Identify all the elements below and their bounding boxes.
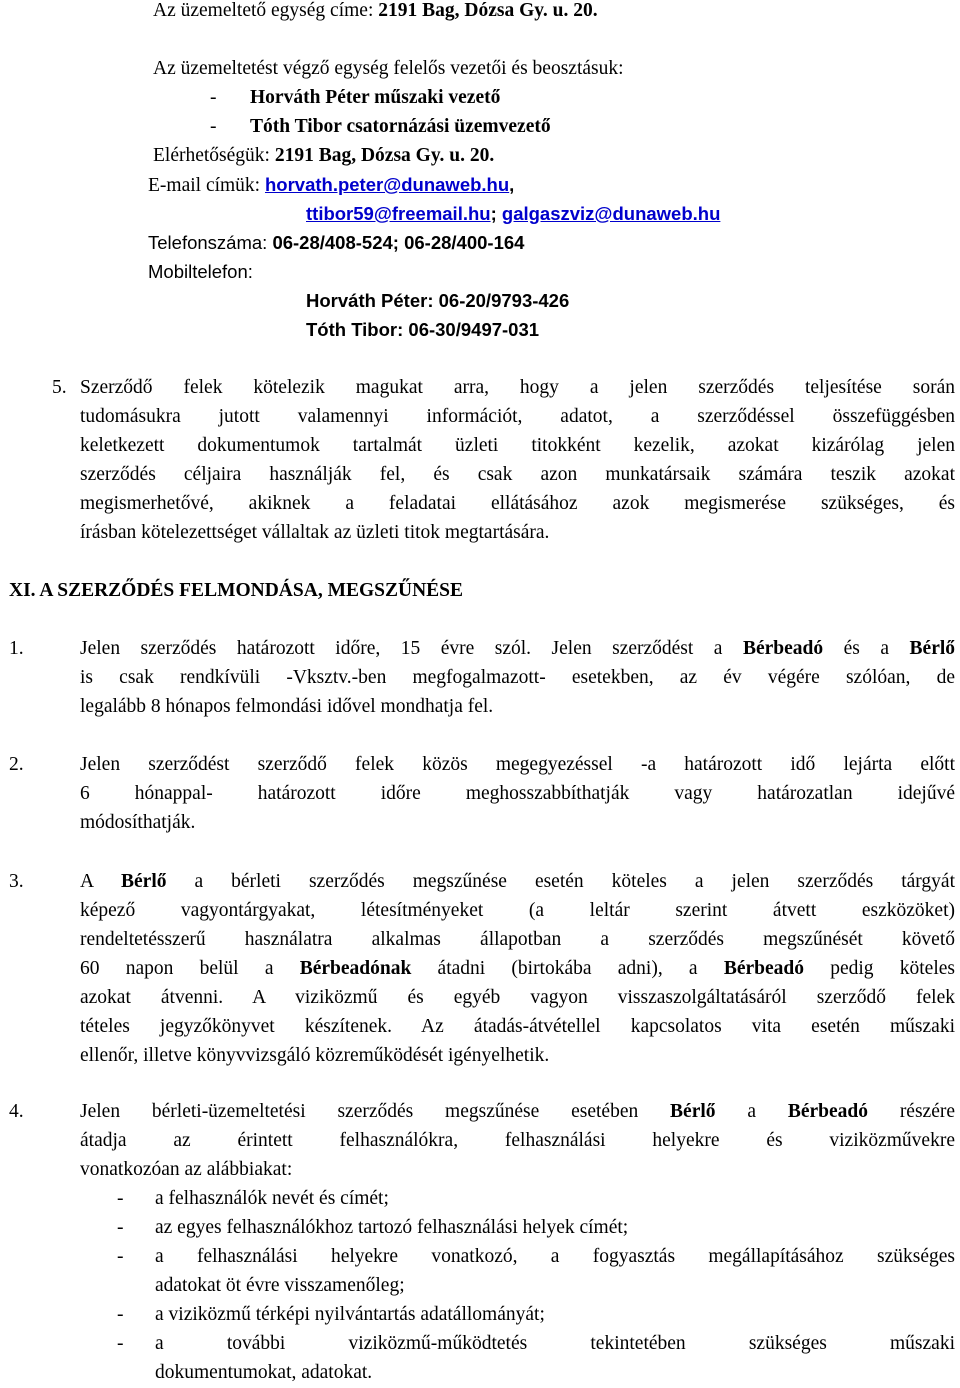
reach-label: Elérhetőségük: — [153, 145, 270, 166]
paragraph-line: módosíthatják. — [80, 812, 196, 833]
termination-paragraph-2 — [80, 750, 955, 837]
email-separator: ; — [490, 203, 502, 224]
paragraph-line: Jelen szerződés határozott időre, 15 évre szól. Jelen szerződést a Bérbeadó és a Bérlő — [80, 638, 956, 659]
item-number: 2. — [9, 754, 24, 775]
item-number: 3. — [9, 871, 24, 892]
list-item: - — [117, 1246, 124, 1267]
email-label: E-mail címük: — [148, 175, 261, 196]
term-berbeadonak: Bérbeadónak — [299, 958, 412, 979]
paragraph-line: vonatkozóan az alábbiakat: — [80, 1159, 293, 1180]
list-item-text: a további viziközmű-működtetés tekintetében szükséges műszaki dokumentumokat, adatokat. — [155, 1333, 955, 1383]
mobile-entry: Tóth Tibor: 06-30/9497-031 — [306, 319, 540, 340]
confidentiality-paragraph — [80, 373, 955, 402]
list-item: - — [117, 1333, 124, 1354]
termination-paragraph-1 — [80, 634, 955, 721]
term-berbeado: Bérbeadó — [787, 1101, 868, 1122]
email-line — [148, 170, 514, 200]
operator-address-label: Az üzemeltető egység címe: — [153, 0, 374, 21]
email-link-galgaszviz[interactable]: galgaszviz@dunaweb.hu — [501, 203, 721, 224]
phone-line — [148, 228, 524, 257]
manager-name: Tóth Tibor csatornázási üzemvezető — [250, 116, 551, 137]
paragraph-line: Jelen szerződést szerződő felek közös megegyezéssel -a határozott idő lejárta előtt — [80, 754, 955, 775]
list-item: - — [117, 1217, 124, 1238]
mobile-entry: Horváth Péter: 06-20/9793-426 — [306, 290, 570, 311]
list-item-text: az egyes felhasználókhoz tartozó felhasználási helyek címét; — [155, 1217, 629, 1238]
list-item: - — [117, 1304, 124, 1325]
term-berlo: Bérlő — [670, 1101, 716, 1122]
paragraph-line: Jelen bérleti-üzemeltetési szerződés megszűnése esetében Bérlő a Bérbeadó részére — [80, 1101, 956, 1122]
item-number: 1. — [9, 638, 24, 659]
paragraph-line: ellenőr, illetve könyvvizsgáló közreműködését igényelhetik. — [80, 1045, 550, 1066]
term-berlo: Bérlő — [121, 871, 167, 892]
item-number: 4. — [9, 1101, 24, 1122]
section-title: XI. A SZERZŐDÉS FELMONDÁSA, MEGSZŰNÉSE — [9, 580, 464, 601]
term-berlo: Bérlő — [909, 638, 956, 659]
paragraph-line: rendeltetésszerű használatra alkalmas állapotban a szerződés megszűnését követő — [80, 929, 955, 950]
email-link-ttibor[interactable]: ttibor59@freemail.hu — [306, 203, 491, 224]
paragraph-line: megismerhetővé, akiknek a feladatai ellátásához azok megismerése szükséges, és — [80, 493, 955, 514]
phone-label: Telefonszáma: — [148, 232, 268, 253]
list-item: - — [117, 1188, 124, 1209]
paragraph-line: is csak rendkívüli -Vksztv.-ben megfogalmazott- esetekben, az év végére szólóan, de — [80, 667, 955, 688]
list-item-text: a viziközmű térképi nyilvántartás adatállományát; — [155, 1304, 545, 1325]
list-item-text: a felhasználási helyekre vonatkozó, a fogyasztás megállapításához szükséges adatokat öt évre visszamenőleg; — [155, 1246, 955, 1296]
termination-paragraph-3 — [80, 867, 955, 1070]
reach-line — [153, 141, 494, 170]
paragraph-line: átadja az érintett felhasználókra, felhasználási helyekre és viziközművekre — [80, 1130, 955, 1151]
operator-address-value: 2191 Bag, Dózsa Gy. u. 20. — [378, 0, 598, 21]
paragraph-line: azokat átvenni. A viziközmű és egyéb vagyon visszaszolgáltatásáról szerződő felek — [80, 987, 955, 1008]
operator-address-line — [153, 0, 598, 25]
reach-value: 2191 Bag, Dózsa Gy. u. 20. — [274, 145, 495, 166]
paragraph-line: keletkezett dokumentumok tartalmát üzleti titokként kezelik, azokat kizárólag jelen — [80, 435, 955, 456]
item-number: 5. — [52, 377, 67, 398]
paragraph-line: tudomásukra jutott valamennyi információt, adatot, a szerződéssel összefüggésben — [80, 406, 955, 427]
paragraph-line: tételes jegyzőkönyvet készítenek. Az átadás-átvétellel kapcsolatos vita esetén műszaki — [80, 1016, 955, 1037]
manager-item: - Tóth Tibor csatornázási üzemvezető — [210, 116, 551, 137]
email-comma: , — [509, 174, 515, 195]
term-berbeado: Bérbeadó — [742, 638, 824, 659]
paragraph-line: A Bérlő a bérleti szerződés megszűnése esetén köteles a jelen szerződés tárgyát — [80, 871, 955, 892]
managers-intro: Az üzemeltetést végző egység felelős vezetői és beosztásuk: — [153, 58, 624, 79]
paragraph-line: képező vagyontárgyakat, létesítményeket (a leltár szerint átvett eszközöket) — [80, 900, 955, 921]
email-link-horvath[interactable]: horvath.peter@dunaweb.hu — [264, 174, 510, 195]
mobile-label: Mobiltelefon: — [148, 261, 253, 282]
paragraph-line: Szerződő felek kötelezik magukat arra, hogy a jelen szerződés teljesítése során — [80, 377, 955, 398]
confidentiality-paragraph-cont — [80, 402, 955, 547]
email-line-2 — [306, 199, 720, 229]
paragraph-line: szerződés céljaira használják fel, és csak azon munkatársaik számára teszik azokat — [80, 464, 955, 485]
paragraph-line: legalább 8 hónapos felmondási idővel mondhatja fel. — [80, 696, 494, 717]
manager-item: - Horváth Péter műszaki vezető — [210, 87, 501, 108]
paragraph-line: 6 hónappal- határozott időre meghosszabbíthatják vagy határozatlan idejűvé — [80, 783, 955, 804]
term-berbeado: Bérbeadó — [723, 958, 804, 979]
paragraph-line: írásban kötelezettséget vállaltak az üzleti titok megtartására. — [80, 522, 550, 543]
phone-value: 06-28/408-524; 06-28/400-164 — [272, 232, 525, 253]
manager-name: Horváth Péter műszaki vezető — [250, 87, 501, 108]
paragraph-line: 60 napon belül a Bérbeadónak átadni (birtokába adni), a Bérbeadó pedig köteles — [80, 958, 955, 979]
list-item-text: a felhasználók nevét és címét; — [155, 1188, 389, 1209]
termination-paragraph-4 — [80, 1097, 955, 1184]
